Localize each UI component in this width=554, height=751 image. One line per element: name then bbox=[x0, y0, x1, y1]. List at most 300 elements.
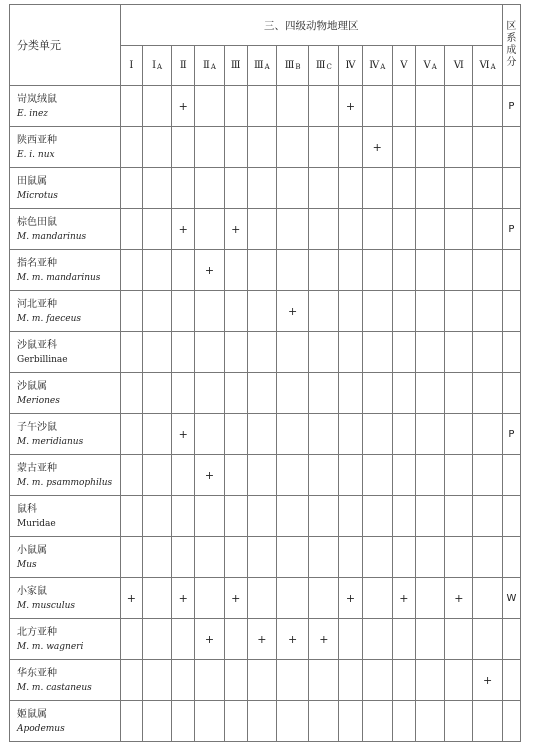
presence-cell bbox=[445, 496, 473, 537]
taxon-cell bbox=[10, 209, 121, 250]
presence-cell bbox=[224, 332, 247, 373]
presence-cell bbox=[445, 250, 473, 291]
presence-cell bbox=[445, 660, 473, 701]
presence-cell bbox=[142, 496, 171, 537]
presence-cell: + bbox=[195, 455, 224, 496]
presence-cell bbox=[339, 209, 362, 250]
presence-cell bbox=[195, 414, 224, 455]
table-row bbox=[10, 414, 521, 455]
presence-cell bbox=[195, 291, 224, 332]
presence-cell bbox=[172, 127, 195, 168]
taxon-latin-name: E. inez bbox=[17, 109, 49, 119]
taxon-chinese-name: 鼠科 bbox=[17, 504, 37, 515]
origin-cell bbox=[502, 496, 520, 537]
presence-cell bbox=[392, 701, 415, 742]
presence-cell bbox=[224, 291, 247, 332]
taxon-chinese-name: 沙鼠属 bbox=[17, 381, 47, 392]
presence-cell bbox=[172, 332, 195, 373]
zone-header bbox=[309, 46, 339, 86]
presence-cell bbox=[120, 496, 142, 537]
table-row bbox=[10, 619, 521, 660]
presence-cell bbox=[142, 291, 171, 332]
taxon-chinese-name: 指名亚种 bbox=[17, 258, 57, 269]
presence-cell bbox=[224, 168, 247, 209]
zone-label: Ⅴ bbox=[423, 60, 431, 71]
presence-cell bbox=[416, 414, 445, 455]
presence-cell bbox=[339, 373, 362, 414]
presence-cell bbox=[276, 578, 308, 619]
zone-header bbox=[195, 46, 224, 86]
taxon-chinese-name: 北方亚种 bbox=[17, 627, 57, 638]
origin-cell: P bbox=[502, 86, 520, 127]
table-row bbox=[10, 127, 521, 168]
presence-cell: + bbox=[473, 660, 502, 701]
presence-cell bbox=[142, 168, 171, 209]
zone-header bbox=[276, 46, 308, 86]
taxon-chinese-name: 田鼠属 bbox=[17, 176, 47, 187]
presence-cell bbox=[309, 537, 339, 578]
presence-cell bbox=[224, 619, 247, 660]
presence-cell bbox=[142, 250, 171, 291]
presence-cell bbox=[339, 455, 362, 496]
presence-cell bbox=[339, 619, 362, 660]
presence-cell bbox=[276, 414, 308, 455]
taxon-cell bbox=[10, 619, 121, 660]
zone-header bbox=[445, 46, 473, 86]
presence-cell bbox=[195, 496, 224, 537]
presence-cell bbox=[392, 537, 415, 578]
taxon-chinese-name: 子午沙鼠 bbox=[17, 422, 57, 433]
presence-cell: + bbox=[339, 86, 362, 127]
presence-cell bbox=[247, 332, 276, 373]
presence-cell bbox=[247, 291, 276, 332]
presence-cell bbox=[362, 209, 392, 250]
presence-cell bbox=[120, 619, 142, 660]
presence-cell bbox=[276, 250, 308, 291]
zone-label: Ⅲ bbox=[284, 60, 295, 71]
presence-cell bbox=[120, 250, 142, 291]
taxon-chinese-name: 小家鼠 bbox=[17, 586, 47, 597]
taxon-cell bbox=[10, 414, 121, 455]
taxon-latin-name: E. i. nux bbox=[17, 150, 55, 160]
presence-cell bbox=[339, 701, 362, 742]
presence-cell bbox=[247, 496, 276, 537]
presence-cell bbox=[120, 86, 142, 127]
presence-cell bbox=[416, 537, 445, 578]
zone-subscript: C bbox=[326, 63, 332, 71]
presence-cell bbox=[473, 291, 502, 332]
presence-cell bbox=[120, 168, 142, 209]
taxon-latin-name: Apodemus bbox=[17, 724, 65, 734]
presence-cell: + bbox=[339, 578, 362, 619]
presence-cell bbox=[247, 209, 276, 250]
presence-cell bbox=[195, 332, 224, 373]
zone-header bbox=[339, 46, 362, 86]
zone-header bbox=[416, 46, 445, 86]
origin-cell bbox=[502, 619, 520, 660]
zone-label: Ⅱ bbox=[203, 60, 210, 71]
distribution-table bbox=[9, 4, 521, 742]
presence-cell bbox=[276, 660, 308, 701]
presence-cell bbox=[392, 168, 415, 209]
presence-cell bbox=[142, 127, 171, 168]
taxon-chinese-name: 小鼠属 bbox=[17, 545, 47, 556]
origin-header-char: 系 bbox=[506, 33, 517, 44]
presence-cell bbox=[309, 86, 339, 127]
zone-label: Ⅵ bbox=[479, 60, 490, 71]
taxon-cell bbox=[10, 701, 121, 742]
presence-cell bbox=[392, 86, 415, 127]
presence-cell bbox=[224, 414, 247, 455]
taxon-cell bbox=[10, 291, 121, 332]
zone-label: Ⅳ bbox=[369, 60, 380, 71]
presence-cell: + bbox=[392, 578, 415, 619]
presence-cell bbox=[362, 701, 392, 742]
presence-cell bbox=[473, 250, 502, 291]
presence-cell bbox=[120, 455, 142, 496]
taxon-latin-name: M. m. wagneri bbox=[17, 642, 84, 652]
zone-header bbox=[247, 46, 276, 86]
taxon-chinese-name: 沙鼠亚科 bbox=[17, 340, 57, 351]
presence-cell bbox=[339, 414, 362, 455]
presence-cell bbox=[416, 701, 445, 742]
presence-cell: + bbox=[224, 578, 247, 619]
taxon-cell bbox=[10, 86, 121, 127]
presence-cell bbox=[120, 373, 142, 414]
taxon-chinese-name: 华东亚种 bbox=[17, 668, 57, 679]
presence-cell bbox=[416, 168, 445, 209]
presence-cell bbox=[416, 332, 445, 373]
presence-cell bbox=[172, 660, 195, 701]
presence-cell bbox=[473, 701, 502, 742]
presence-cell: + bbox=[276, 619, 308, 660]
taxon-latin-name: Meriones bbox=[17, 396, 60, 406]
zone-label: Ⅲ bbox=[315, 60, 326, 71]
presence-cell bbox=[172, 168, 195, 209]
taxon-latin-name: M. m. mandarinus bbox=[17, 273, 101, 283]
zone-subscript: A bbox=[490, 63, 496, 71]
presence-cell bbox=[445, 619, 473, 660]
origin-cell bbox=[502, 660, 520, 701]
presence-cell bbox=[392, 209, 415, 250]
presence-cell bbox=[392, 496, 415, 537]
presence-cell bbox=[172, 291, 195, 332]
presence-cell bbox=[247, 701, 276, 742]
presence-cell bbox=[362, 168, 392, 209]
zone-header bbox=[224, 46, 247, 86]
presence-cell bbox=[445, 455, 473, 496]
presence-cell bbox=[247, 250, 276, 291]
table-row bbox=[10, 660, 521, 701]
presence-cell bbox=[276, 332, 308, 373]
taxon-chinese-name: 姬鼠属 bbox=[17, 709, 47, 720]
presence-cell bbox=[195, 701, 224, 742]
presence-cell bbox=[392, 455, 415, 496]
taxon-latin-name: M. m. castaneus bbox=[17, 683, 92, 693]
presence-cell bbox=[392, 619, 415, 660]
presence-cell bbox=[224, 660, 247, 701]
taxon-chinese-name: 岢岚绒鼠 bbox=[17, 94, 57, 105]
presence-cell bbox=[473, 332, 502, 373]
presence-cell: + bbox=[172, 414, 195, 455]
presence-cell bbox=[339, 660, 362, 701]
table-row bbox=[10, 86, 521, 127]
presence-cell: + bbox=[276, 291, 308, 332]
presence-cell bbox=[309, 373, 339, 414]
presence-cell bbox=[247, 373, 276, 414]
zone-header bbox=[362, 46, 392, 86]
presence-cell bbox=[416, 291, 445, 332]
presence-cell bbox=[445, 537, 473, 578]
presence-cell: + bbox=[172, 86, 195, 127]
presence-cell bbox=[339, 250, 362, 291]
presence-cell bbox=[276, 209, 308, 250]
presence-cell bbox=[142, 332, 171, 373]
origin-cell bbox=[502, 250, 520, 291]
zone-label: Ⅳ bbox=[345, 60, 356, 71]
presence-cell bbox=[473, 373, 502, 414]
presence-cell: + bbox=[362, 127, 392, 168]
presence-cell bbox=[120, 414, 142, 455]
presence-cell bbox=[309, 250, 339, 291]
taxon-chinese-name: 河北亚种 bbox=[17, 299, 57, 310]
presence-cell bbox=[120, 291, 142, 332]
taxon-latin-name: Mus bbox=[17, 560, 37, 570]
table-row bbox=[10, 332, 521, 373]
region-column-header: 三、四级动物地理区 bbox=[120, 5, 502, 46]
taxon-column-header: 分类单元 bbox=[10, 5, 121, 86]
presence-cell bbox=[142, 373, 171, 414]
origin-cell bbox=[502, 537, 520, 578]
presence-cell: + bbox=[309, 619, 339, 660]
presence-cell bbox=[392, 373, 415, 414]
taxon-cell bbox=[10, 373, 121, 414]
presence-cell bbox=[224, 496, 247, 537]
presence-cell bbox=[276, 455, 308, 496]
presence-cell bbox=[339, 537, 362, 578]
origin-cell: W bbox=[502, 578, 520, 619]
presence-cell bbox=[276, 86, 308, 127]
presence-cell bbox=[473, 127, 502, 168]
presence-cell bbox=[247, 86, 276, 127]
taxon-latin-name: Microtus bbox=[17, 191, 58, 201]
origin-header-char: 成 bbox=[506, 45, 517, 56]
presence-cell bbox=[247, 455, 276, 496]
presence-cell bbox=[276, 168, 308, 209]
presence-cell bbox=[362, 496, 392, 537]
zone-label: Ⅰ bbox=[152, 60, 157, 71]
presence-cell bbox=[172, 455, 195, 496]
presence-cell bbox=[172, 701, 195, 742]
presence-cell bbox=[195, 209, 224, 250]
presence-cell bbox=[142, 578, 171, 619]
presence-cell bbox=[120, 127, 142, 168]
presence-cell bbox=[362, 86, 392, 127]
origin-cell bbox=[502, 332, 520, 373]
presence-cell bbox=[247, 578, 276, 619]
presence-cell bbox=[416, 619, 445, 660]
origin-cell bbox=[502, 127, 520, 168]
presence-cell bbox=[339, 332, 362, 373]
presence-cell bbox=[445, 414, 473, 455]
presence-cell bbox=[473, 619, 502, 660]
presence-cell bbox=[473, 86, 502, 127]
presence-cell bbox=[362, 414, 392, 455]
presence-cell bbox=[309, 332, 339, 373]
presence-cell bbox=[362, 537, 392, 578]
presence-cell bbox=[195, 86, 224, 127]
taxon-chinese-name: 棕色田鼠 bbox=[17, 217, 57, 228]
presence-cell: + bbox=[195, 250, 224, 291]
presence-cell bbox=[339, 496, 362, 537]
taxon-cell bbox=[10, 537, 121, 578]
presence-cell: + bbox=[172, 209, 195, 250]
presence-cell bbox=[416, 496, 445, 537]
presence-cell bbox=[473, 578, 502, 619]
presence-cell bbox=[172, 537, 195, 578]
presence-cell bbox=[339, 127, 362, 168]
zone-subscript: A bbox=[264, 63, 270, 71]
presence-cell bbox=[142, 619, 171, 660]
presence-cell bbox=[142, 701, 171, 742]
origin-cell: P bbox=[502, 414, 520, 455]
presence-cell bbox=[120, 537, 142, 578]
taxon-latin-name: M. meridianus bbox=[17, 437, 84, 447]
zone-header bbox=[392, 46, 415, 86]
taxon-cell bbox=[10, 250, 121, 291]
zone-label: Ⅰ bbox=[129, 60, 134, 71]
origin-cell bbox=[502, 168, 520, 209]
presence-cell bbox=[362, 250, 392, 291]
presence-cell bbox=[142, 209, 171, 250]
presence-cell bbox=[142, 414, 171, 455]
presence-cell bbox=[142, 455, 171, 496]
presence-cell bbox=[445, 127, 473, 168]
presence-cell bbox=[309, 578, 339, 619]
presence-cell bbox=[224, 250, 247, 291]
table-row bbox=[10, 291, 521, 332]
presence-cell bbox=[416, 373, 445, 414]
presence-cell bbox=[224, 86, 247, 127]
taxon-latin-name: Gerbillinae bbox=[17, 355, 68, 365]
zone-label: Ⅲ bbox=[254, 60, 264, 71]
presence-cell bbox=[309, 291, 339, 332]
presence-cell bbox=[224, 127, 247, 168]
presence-cell bbox=[309, 660, 339, 701]
presence-cell bbox=[445, 701, 473, 742]
presence-cell bbox=[309, 414, 339, 455]
zone-label: Ⅱ bbox=[179, 60, 187, 71]
taxon-cell bbox=[10, 127, 121, 168]
presence-cell bbox=[416, 86, 445, 127]
presence-cell bbox=[309, 496, 339, 537]
table-row bbox=[10, 168, 521, 209]
presence-cell bbox=[392, 250, 415, 291]
presence-cell bbox=[195, 537, 224, 578]
zone-subscript: A bbox=[210, 63, 216, 71]
presence-cell bbox=[339, 168, 362, 209]
zone-label: Ⅵ bbox=[453, 60, 464, 71]
presence-cell bbox=[247, 537, 276, 578]
presence-cell bbox=[445, 168, 473, 209]
presence-cell: + bbox=[172, 578, 195, 619]
presence-cell bbox=[473, 496, 502, 537]
presence-cell bbox=[362, 578, 392, 619]
presence-cell bbox=[172, 496, 195, 537]
presence-cell: + bbox=[120, 578, 142, 619]
zone-header bbox=[120, 46, 142, 86]
presence-cell bbox=[473, 455, 502, 496]
presence-cell bbox=[362, 455, 392, 496]
origin-header-char: 区 bbox=[506, 21, 517, 32]
taxon-chinese-name: 陕西亚种 bbox=[17, 135, 57, 146]
presence-cell bbox=[120, 701, 142, 742]
table-row bbox=[10, 701, 521, 742]
taxon-cell bbox=[10, 578, 121, 619]
presence-cell bbox=[172, 373, 195, 414]
presence-cell bbox=[195, 578, 224, 619]
presence-cell bbox=[142, 537, 171, 578]
origin-cell: P bbox=[502, 209, 520, 250]
presence-cell bbox=[195, 127, 224, 168]
presence-cell bbox=[142, 86, 171, 127]
taxon-cell bbox=[10, 660, 121, 701]
table-row bbox=[10, 250, 521, 291]
presence-cell bbox=[392, 291, 415, 332]
presence-cell bbox=[416, 127, 445, 168]
zone-subscript: B bbox=[295, 63, 301, 71]
presence-cell bbox=[224, 537, 247, 578]
presence-cell bbox=[120, 332, 142, 373]
taxon-latin-name: M. m. psammophilus bbox=[17, 478, 113, 488]
table-row bbox=[10, 496, 521, 537]
table-row bbox=[10, 455, 521, 496]
presence-cell: + bbox=[195, 619, 224, 660]
presence-cell bbox=[445, 86, 473, 127]
origin-cell bbox=[502, 291, 520, 332]
presence-cell bbox=[224, 701, 247, 742]
presence-cell bbox=[309, 455, 339, 496]
taxon-latin-name: M. musculus bbox=[17, 601, 76, 611]
zone-label: Ⅴ bbox=[400, 60, 408, 71]
taxon-chinese-name: 蒙古亚种 bbox=[17, 463, 57, 474]
table-row bbox=[10, 209, 521, 250]
presence-cell bbox=[362, 660, 392, 701]
presence-cell bbox=[416, 660, 445, 701]
presence-cell bbox=[247, 414, 276, 455]
presence-cell bbox=[416, 578, 445, 619]
presence-cell bbox=[416, 250, 445, 291]
presence-cell bbox=[172, 250, 195, 291]
presence-cell: + bbox=[247, 619, 276, 660]
presence-cell bbox=[224, 455, 247, 496]
presence-cell bbox=[195, 373, 224, 414]
presence-cell bbox=[339, 291, 362, 332]
presence-cell bbox=[392, 660, 415, 701]
taxon-latin-name: M. mandarinus bbox=[17, 232, 87, 242]
presence-cell bbox=[172, 619, 195, 660]
taxon-cell bbox=[10, 455, 121, 496]
table-body bbox=[10, 86, 521, 742]
table-row bbox=[10, 537, 521, 578]
presence-cell bbox=[309, 127, 339, 168]
presence-cell bbox=[362, 332, 392, 373]
zone-subscript: A bbox=[157, 63, 163, 71]
zone-header bbox=[142, 46, 171, 86]
presence-cell bbox=[276, 496, 308, 537]
presence-cell bbox=[392, 332, 415, 373]
origin-cell bbox=[502, 455, 520, 496]
